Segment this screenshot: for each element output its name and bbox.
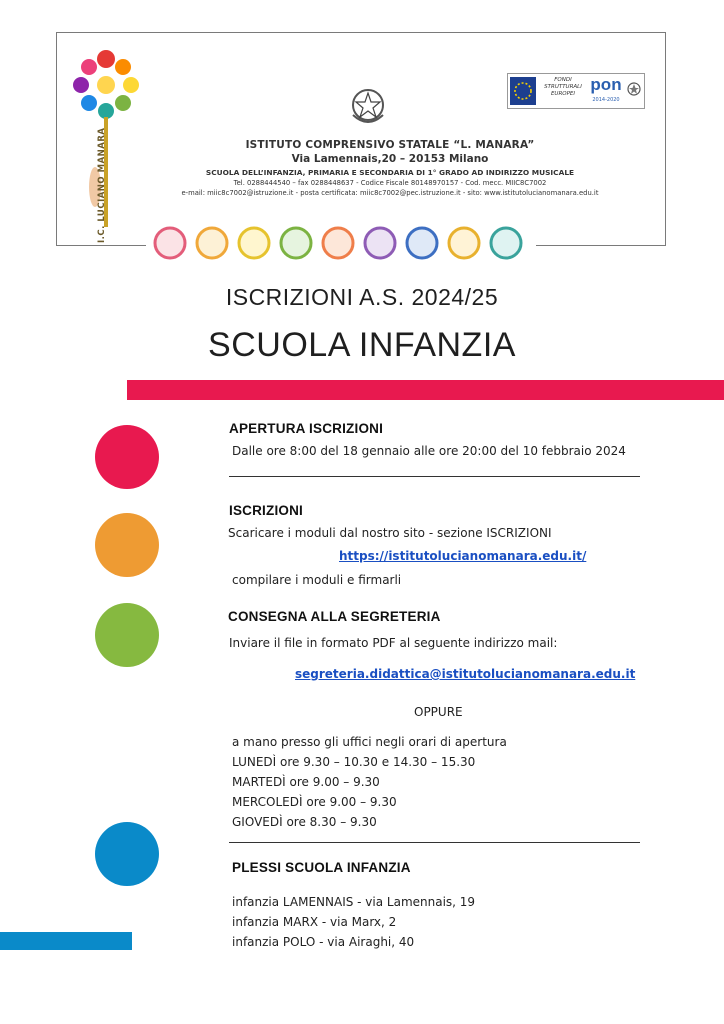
consegna-line1: Inviare il file in formato PDF al seguente indirizzo mail:: [229, 636, 558, 650]
badge-icon: [323, 228, 353, 258]
website-link[interactable]: https://istitutolucianomanara.edu.it/: [339, 549, 587, 563]
section-divider: [229, 476, 640, 477]
red-circle-icon: [95, 425, 159, 489]
list-item: infanzia POLO - via Airaghi, 40: [232, 935, 415, 949]
pon-logo-text: pon: [590, 75, 622, 94]
iscrizioni-heading: ISCRIZIONI: [229, 503, 304, 518]
email-link[interactable]: segreteria.didattica@istitutolucianomanara.edu.it: [295, 667, 636, 681]
iscrizioni-line1: Scaricare i moduli dal nostro sito - sezione ISCRIZIONI: [228, 526, 552, 540]
office-hours-intro: a mano presso gli uffici negli orari di apertura: [232, 735, 507, 749]
blue-footer-bar: [0, 932, 132, 950]
letterhead: [56, 32, 666, 246]
badge-icon: [197, 228, 227, 258]
letterhead-text: [117, 139, 663, 197]
republic-emblem-icon: [349, 85, 387, 129]
badge-icon: [449, 228, 479, 258]
school-name: ISTITUTO COMPRENSIVO STATALE “L. MANARA”: [245, 139, 535, 151]
apertura-text: Dalle ore 8:00 del 18 gennaio alle ore 20:00 del 10 febbraio 2024: [232, 444, 626, 458]
badge-icon: [365, 228, 395, 258]
badge-icon: [491, 228, 521, 258]
iscrizioni-line2: compilare i moduli e firmarli: [232, 573, 402, 587]
badge-icon: [239, 228, 269, 258]
pon-fondi-text: FONDI: [554, 77, 572, 83]
school-contacts: Tel. 0288444540 – fax 0288448637 - Codice Fiscale 80148970157 - Cod. mecc. MIIC8C7002: [233, 179, 547, 187]
office-hours-item: LUNEDÌ ore 9.30 – 10.30 e 14.30 – 15.30: [232, 755, 476, 769]
section-divider: [229, 842, 640, 843]
office-hours-item: MERCOLEDÌ ore 9.00 – 9.30: [232, 795, 397, 809]
pon-europei-text: EUROPEI: [550, 91, 576, 97]
office-hours-item: MARTEDÌ ore 9.00 – 9.30: [232, 775, 380, 789]
badge-icon: [407, 228, 437, 258]
badge-icon: [155, 228, 185, 258]
plessi-list: [232, 892, 475, 952]
list-item: infanzia MARX - via Marx, 2: [232, 915, 397, 929]
oppure-text: OPPURE: [414, 705, 463, 719]
page-subtitle: SCUOLA INFANZIA: [208, 326, 516, 364]
consegna-heading: CONSEGNA ALLA SEGRETERIA: [228, 609, 441, 624]
page-title: ISCRIZIONI A.S. 2024/25: [225, 284, 499, 310]
apertura-heading: APERTURA ISCRIZIONI: [229, 421, 384, 436]
school-subtitle: SCUOLA DELL’INFANZIA, PRIMARIA E SECONDARIA DI 1° GRADO AD INDIRIZZO MUSICALE: [205, 168, 575, 177]
green-circle-icon: [95, 603, 159, 667]
office-hours-list: [232, 732, 507, 832]
ministry-emblem-icon: [626, 79, 642, 101]
plessi-heading: PLESSI SCUOLA INFANZIA: [232, 860, 411, 875]
office-hours-item: GIOVEDÌ ore 8.30 – 9.30: [232, 815, 377, 829]
pon-logo: [507, 73, 645, 109]
pon-years-text: 2014-2020: [592, 97, 620, 103]
school-badges: [146, 224, 536, 262]
red-banner-bar: [127, 380, 724, 400]
vertical-school-label: I.C. LUCIANO MANARA: [97, 127, 107, 243]
orange-circle-icon: [95, 513, 159, 577]
eu-flag-icon: [510, 77, 536, 105]
school-emails: e-mail: miic8c7002@istruzione.it - posta certificata: miic8c7002@pec.istruzione.it - sito: www.istitutolucianomanara.edu.it: [181, 189, 599, 197]
badge-icon: [281, 228, 311, 258]
blue-circle-icon: [95, 822, 159, 886]
pon-strutturali-text: STRUTTURALI: [544, 84, 582, 90]
list-item: infanzia LAMENNAIS - via Lamennais, 19: [232, 895, 476, 909]
school-address: Via Lamennais,20 – 20153 Milano: [291, 153, 489, 165]
